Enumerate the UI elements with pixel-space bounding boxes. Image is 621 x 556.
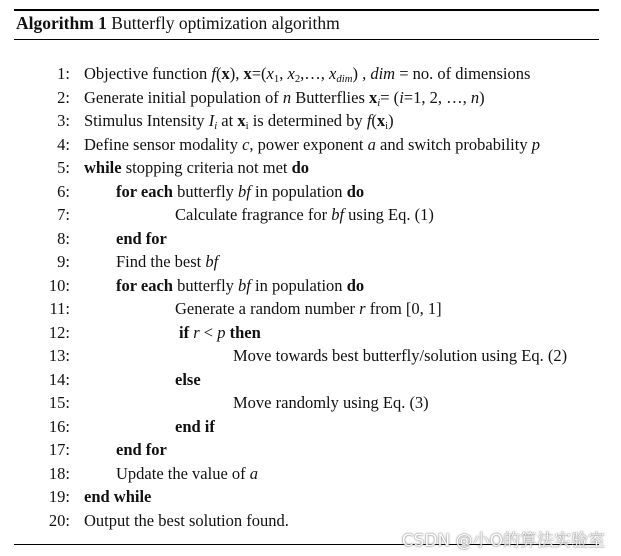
algorithm-line [0, 346, 621, 368]
algorithm-line [0, 182, 621, 204]
algorithm-label: Algorithm 1 [16, 13, 107, 33]
algorithm-line [0, 370, 621, 392]
line-number: 14: [48, 369, 70, 389]
line-number: 19: [48, 487, 70, 506]
algorithm-line [0, 440, 621, 462]
line-number: 12: [48, 322, 70, 342]
line-number: 3: [57, 111, 70, 130]
algorithm-line [0, 205, 621, 227]
line-text: Output the best solution found. [84, 510, 289, 530]
line-number: 9: [57, 252, 70, 271]
algorithm-line [0, 252, 621, 274]
line-number: 10: [48, 275, 70, 295]
line-text: if r < p then [179, 322, 261, 342]
line-number: 17: [48, 440, 70, 459]
line-number: 13: [48, 346, 70, 365]
algorithm-line [0, 158, 621, 180]
algorithm-line [0, 323, 621, 345]
algorithm-line [0, 111, 621, 133]
algorithm-line [0, 417, 621, 439]
algorithm-name: Butterfly optimization algorithm [111, 13, 340, 33]
line-number: 15: [48, 393, 70, 412]
line-number: 8: [57, 228, 70, 248]
line-text: end while [84, 487, 152, 506]
line-text: Generate a random number r from [0, 1] [175, 299, 442, 318]
line-number: 18: [48, 463, 70, 483]
line-text: Stimulus Intensity $I_i$ at $x_i$ is determined by $f(x_i)$ [84, 111, 394, 133]
algorithm-line [0, 393, 621, 415]
line-text: Update the value of a [116, 463, 259, 483]
algorithm-line [0, 88, 621, 110]
line-text: Objective function f(x), $x=(x_1$, $x_2,\dots$, $x_{dim}$) , dim = no. of dimensions [84, 64, 531, 86]
algorithm-line [0, 135, 621, 157]
algorithm-title [16, 13, 340, 34]
top-rule [14, 9, 599, 11]
line-text: end for [116, 440, 167, 459]
line-number: 4: [57, 134, 70, 154]
line-number: 16: [48, 416, 70, 436]
line-text: for each butterfly bf in population do [116, 275, 365, 295]
line-number: 6: [57, 181, 70, 201]
line-number: 7: [57, 205, 70, 224]
line-number: 5: [57, 158, 70, 177]
line-text: Define sensor modality c, power exponent a and switch probability p [84, 134, 540, 154]
algorithm-line [0, 64, 621, 86]
title-rule [14, 39, 599, 40]
algorithm-line [0, 299, 621, 321]
line-text: Move randomly using Eq. (3) [233, 393, 429, 412]
line-number: 20: [48, 510, 70, 530]
line-text: Move towards best butterfly/solution using Eq. (2) [233, 346, 568, 365]
line-text: end for [116, 228, 167, 248]
algorithm-line [0, 487, 621, 509]
line-text: Generate initial population of n Butterflies $x_i= (i=1$, 2, …, n) [84, 87, 485, 109]
line-number: 2: [57, 87, 70, 107]
watermark: CSDN @小O的算法实验室 [401, 531, 605, 551]
line-number: 11: [49, 299, 70, 318]
algorithm-line [0, 276, 621, 298]
line-text: end if [175, 416, 215, 436]
line-text: for each butterfly bf in population do [116, 181, 365, 201]
line-text: while stopping criteria not met do [84, 158, 310, 177]
line-text: Find the best bf [116, 252, 219, 271]
line-text: Calculate fragrance for bf using Eq. (1) [175, 205, 434, 224]
algorithm-line [0, 229, 621, 251]
line-text: else [175, 369, 201, 389]
algorithm-line [0, 464, 621, 486]
line-number: 1: [57, 64, 70, 83]
